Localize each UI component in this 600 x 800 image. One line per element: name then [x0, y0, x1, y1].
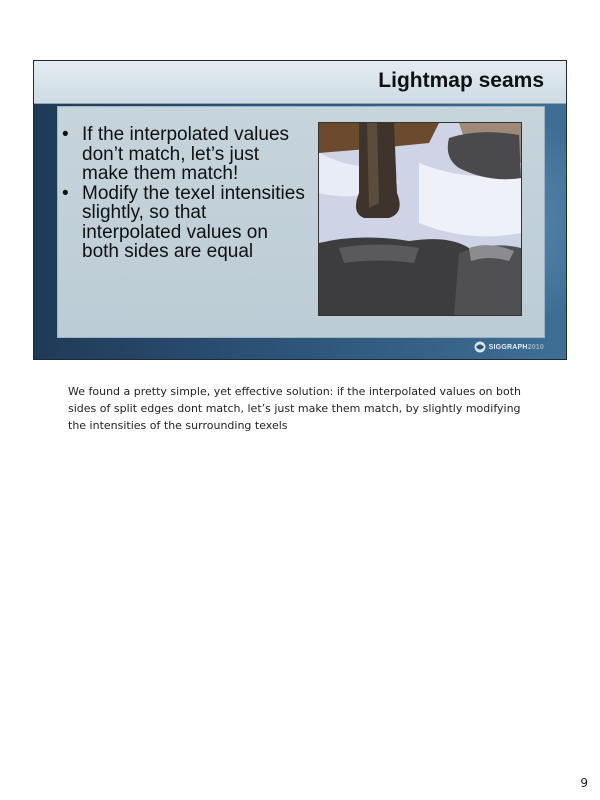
- bullet-dot: •: [62, 182, 69, 204]
- siggraph-logo: [474, 341, 544, 353]
- rock-highlight: [339, 245, 419, 264]
- bullet-list: [60, 125, 310, 262]
- siggraph-logo-icon: [474, 341, 486, 353]
- bullet-text: If the interpolated values don’t match, let’s just make them match!: [82, 124, 290, 184]
- bullet-text: Modify the texel intensities slightly, so that interpolated values on both sides are equal: [82, 182, 305, 262]
- speaker-notes: We found a pretty simple, yet effective solution: if the interpolated values on both sides of split edges dont match, let’s just make them match, by slightly modifying the intensities of the surrounding texels: [68, 385, 522, 432]
- photo-image: [319, 123, 521, 315]
- bullet-item: [60, 125, 310, 184]
- page-number: 9: [580, 776, 588, 790]
- siggraph-logo-text: SIGGRAPH2010: [488, 343, 544, 351]
- slide-title: Lightmap seams: [378, 69, 544, 92]
- bullet-dot: •: [62, 124, 69, 145]
- snowy-tree-photo: [318, 122, 522, 316]
- slide: [33, 60, 567, 360]
- tree-bark-highlight: [367, 123, 379, 208]
- slide-title-bar: [34, 61, 566, 104]
- bullet-item: [60, 184, 310, 262]
